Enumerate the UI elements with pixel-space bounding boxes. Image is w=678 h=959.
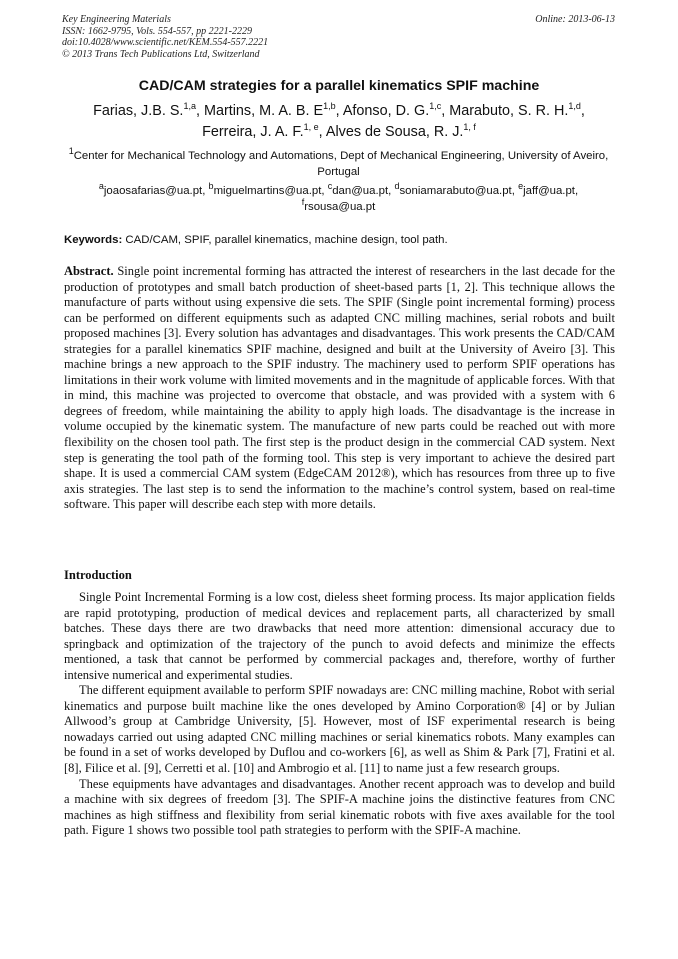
author-name: Alves de Sousa, R. J.	[325, 124, 464, 140]
author: Ferreira, J. A. F.$^{1, e}$,	[202, 122, 326, 140]
author-sup: 1, f	[463, 122, 476, 133]
abstract-label: Abstract.	[64, 264, 114, 278]
author-name: Martins, M. A. B. E	[203, 103, 324, 119]
introduction-body	[64, 590, 615, 839]
paper-title: CAD/CAM strategies for a parallel kinematics SPIF machine	[138, 78, 540, 94]
author: Farias, J.B. S.$^{1,a}$,	[93, 101, 204, 119]
email-list: $^a$joaosafarias@ua.pt, $^b$miguelmartins@ua.pt, $^c$dan@ua.pt, $^d$soniamarabuto@ua.pt, $^e$jaff@ua.pt, $^f$rsousa@ua.pt	[98, 181, 579, 213]
author-name: Ferreira, J. A. F.	[202, 124, 304, 140]
author: Marabuto, S. R. H.$^{1,d}$,	[449, 101, 585, 119]
author	[326, 124, 476, 140]
journal-name: Key Engineering Materials	[62, 14, 171, 25]
doi-line: doi:10.4028/www.scientific.net/KEM.554-557.2221	[62, 37, 269, 49]
abstract-text: Single point incremental forming has attracted the interest of researchers in the last decade for the production of prototypes and small batch production of sheet-based parts [1, 2]. This technique allows the manufacture of parts without using expensive die sets. The SPIF (Single point incremental forming) process can be performed on different equipments such as adapted CNC milling machines, serial robots and built proposed machines [3]. Every solution has advantages and disadvantages. This work presents the CAD/CAM strategies for a parallel kinematics SPIF machine, designed and built at the University of Aveiro [3]. This machine brings a new approach to the SPIF industry. The machinery used to perform SPIF operations has limitations in their work volume with limited movements and in the magnitude of applicable forces. With that in mind, this machine was projected to overcome that obstacle, and was provided with a system with 6 degrees of freedom, while maintaining the ability to apply high loads. The disadvantage is the increase in volume occupied by the kinematic system. The manufacture of new parts could be reached out with more flexibility on the chosen tool path. The first step is the product design in the commercial CAD system. Next step is generating the tool path of the forming tool. This step is very important to achieve the desired part shape. It is used a commercial CAM system (EdgeCAM 2012®), which has resources from three up to five axis strategies. The last step is to send the information to the machine’s control system, based on real-time software. This paper will describe each step with more details.	[64, 264, 616, 512]
affiliation	[62, 146, 615, 180]
author-sup: 1,b	[323, 101, 336, 112]
email-address: rsousa@ua.pt	[304, 200, 376, 213]
section-heading-introduction: Introduction	[64, 568, 132, 582]
paragraph: The different equipment available to perform SPIF nowadays are: CNC milling machine, Robot with serial kinematics and purpose built machine like the ones developed by Amino Corporation® [4] or by Julian Allwood’s group at Cambridge University, [5]. However, most of ISF experimental research is being nowadays carried out using adapted CNC milling machines or serial kinematics robots. Many examples can be found in a set of works developed by Duflou and co-workers [6], as well as Shim & Park [7], Fratini et al. [8], Filice et al. [9], Cerretti et al. [10] and Ambrogio et al. [11] to name just a few research groups.	[64, 683, 615, 776]
affiliation-sup: 1	[68, 146, 74, 157]
author-name: Farias, J.B. S.	[93, 103, 184, 119]
copyright-line: © 2013 Trans Tech Publications Ltd, Switzerland	[62, 48, 260, 60]
email-address: joaosafarias@ua.pt	[103, 185, 203, 197]
online-date: Online: 2013-06-13	[535, 14, 615, 25]
author-list	[50, 101, 628, 143]
author-name: Marabuto, S. R. H.	[449, 103, 569, 119]
author-sup: 1, e	[303, 122, 319, 133]
email-address: dan@ua.pt	[332, 185, 389, 197]
email-address: soniamarabuto@ua.pt	[399, 185, 512, 197]
author: Martins, M. A. B. E$^{1,b}$,	[203, 101, 343, 119]
paragraph: Single Point Incremental Forming is a low cost, dieless sheet forming process. Its major application fields are rapid prototyping, production of medical devices and replacement parts, all characterized by small batches. These days there are two drawbacks that need more attention: dimensional accuracy due to springback and optimization of the trajectory of the punch to avoid defects and minimize the effects mentioned, a task that cannot be performed by commercial packages and, therefore, worthy of further intensive numerical and experimental studies.	[64, 590, 615, 682]
journal-header	[62, 14, 615, 60]
issn-line: ISSN: 1662-9795, Vols. 554-557, pp 2221-2229	[62, 25, 252, 37]
keywords	[64, 234, 615, 246]
author: Afonso, D. G.$^{1,c}$,	[342, 101, 450, 119]
abstract	[64, 264, 615, 513]
email-address: jaff@ua.pt	[523, 185, 575, 197]
email-address: miguelmartins@ua.pt	[213, 185, 322, 197]
author-sup: 1,d	[568, 101, 581, 112]
author-sup: 1,a	[183, 101, 196, 112]
paragraph: These equipments have advantages and disadvantages. Another recent approach was to develop and build a machine with six degrees of freedom [3]. The SPIF-A machine joins the distinctive features from CNC machines as high stiffness and flexibility from serial kinematic robots with five axes available for the tool path. Figure 1 shows two possible tool path strategies to perform with the SPIF-A machine.	[64, 776, 615, 838]
keywords-label: Keywords:	[64, 234, 123, 246]
author-sup: 1,c	[429, 101, 442, 112]
keywords-text: CAD/CAM, SPIF, parallel kinematics, machine design, tool path.	[125, 234, 448, 246]
affiliation-text: Center for Mechanical Technology and Automations, Dept of Mechanical Engineering, University of Aveiro, Portugal	[73, 150, 609, 178]
author-name: Afonso, D. G.	[342, 103, 430, 119]
